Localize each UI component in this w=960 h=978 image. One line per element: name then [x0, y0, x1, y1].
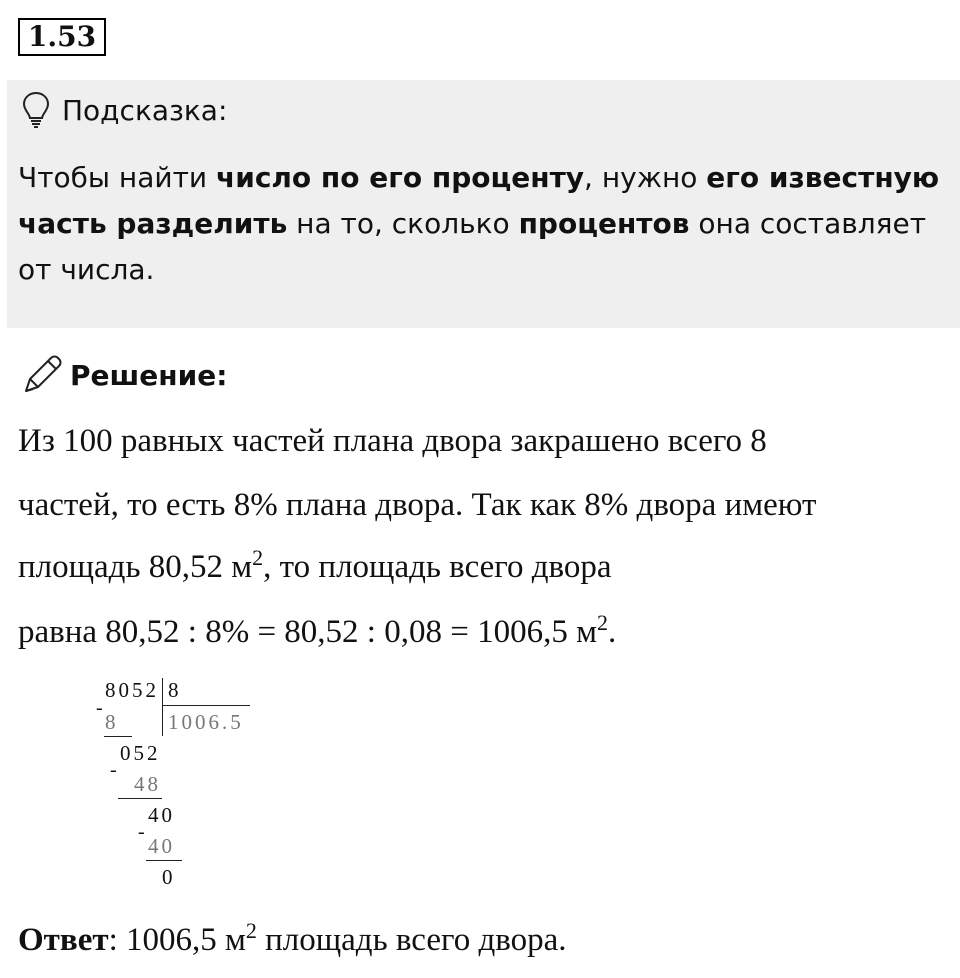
- hint-header: [22, 86, 227, 134]
- pencil-icon: [20, 353, 64, 397]
- division-divisor: 8: [168, 678, 182, 702]
- division-subtrahend-2: 48: [134, 772, 161, 796]
- division-quotient: 1006.5: [168, 710, 244, 734]
- solution-line-1: Из 100 равных частей плана двора закрашено всего 8: [18, 423, 767, 459]
- answer-label: Ответ: [18, 922, 109, 958]
- division-line-3: [146, 860, 182, 861]
- solution-title: Решение:: [70, 358, 228, 392]
- division-subtrahend-1: 8: [105, 710, 119, 734]
- division-dividend: 8052: [105, 678, 159, 702]
- division-vertical-line: [162, 678, 163, 736]
- solution-line-4: равна 80,52 : 8% = 80,52 : 0,08 = 1006,5 $м^2$.: [18, 610, 617, 650]
- minus-sign: -: [110, 759, 117, 781]
- solution-header: [20, 350, 227, 400]
- answer-line: Ответ: 1006,5 $м^2$ площадь всего двора.: [18, 918, 567, 958]
- hint-text: Чтобы найти число по его проценту, нужно его известную часть разделить на то, сколько процентов она составляет от числа.: [18, 161, 940, 286]
- minus-sign: -: [96, 697, 103, 719]
- division-subtrahend-3: 40: [148, 834, 175, 858]
- solution-line-3: площадь 80,52 $м^2$, то площадь всего двора: [18, 545, 612, 585]
- solution-line-2: частей, то есть 8% плана двора. Так как 8% двора имеют: [18, 487, 817, 523]
- division-line-1: [104, 736, 132, 737]
- hint-title: Подсказка:: [62, 93, 228, 127]
- task-number: 1.53: [18, 18, 106, 56]
- lightbulb-icon: [22, 91, 50, 129]
- division-remainder-2: 40: [148, 803, 175, 827]
- division-remainder-1: 052: [120, 741, 161, 765]
- division-line-2: [118, 798, 162, 799]
- minus-sign: -: [138, 821, 145, 843]
- division-divisor-line: [162, 705, 250, 706]
- division-remainder-3: 0: [162, 865, 176, 889]
